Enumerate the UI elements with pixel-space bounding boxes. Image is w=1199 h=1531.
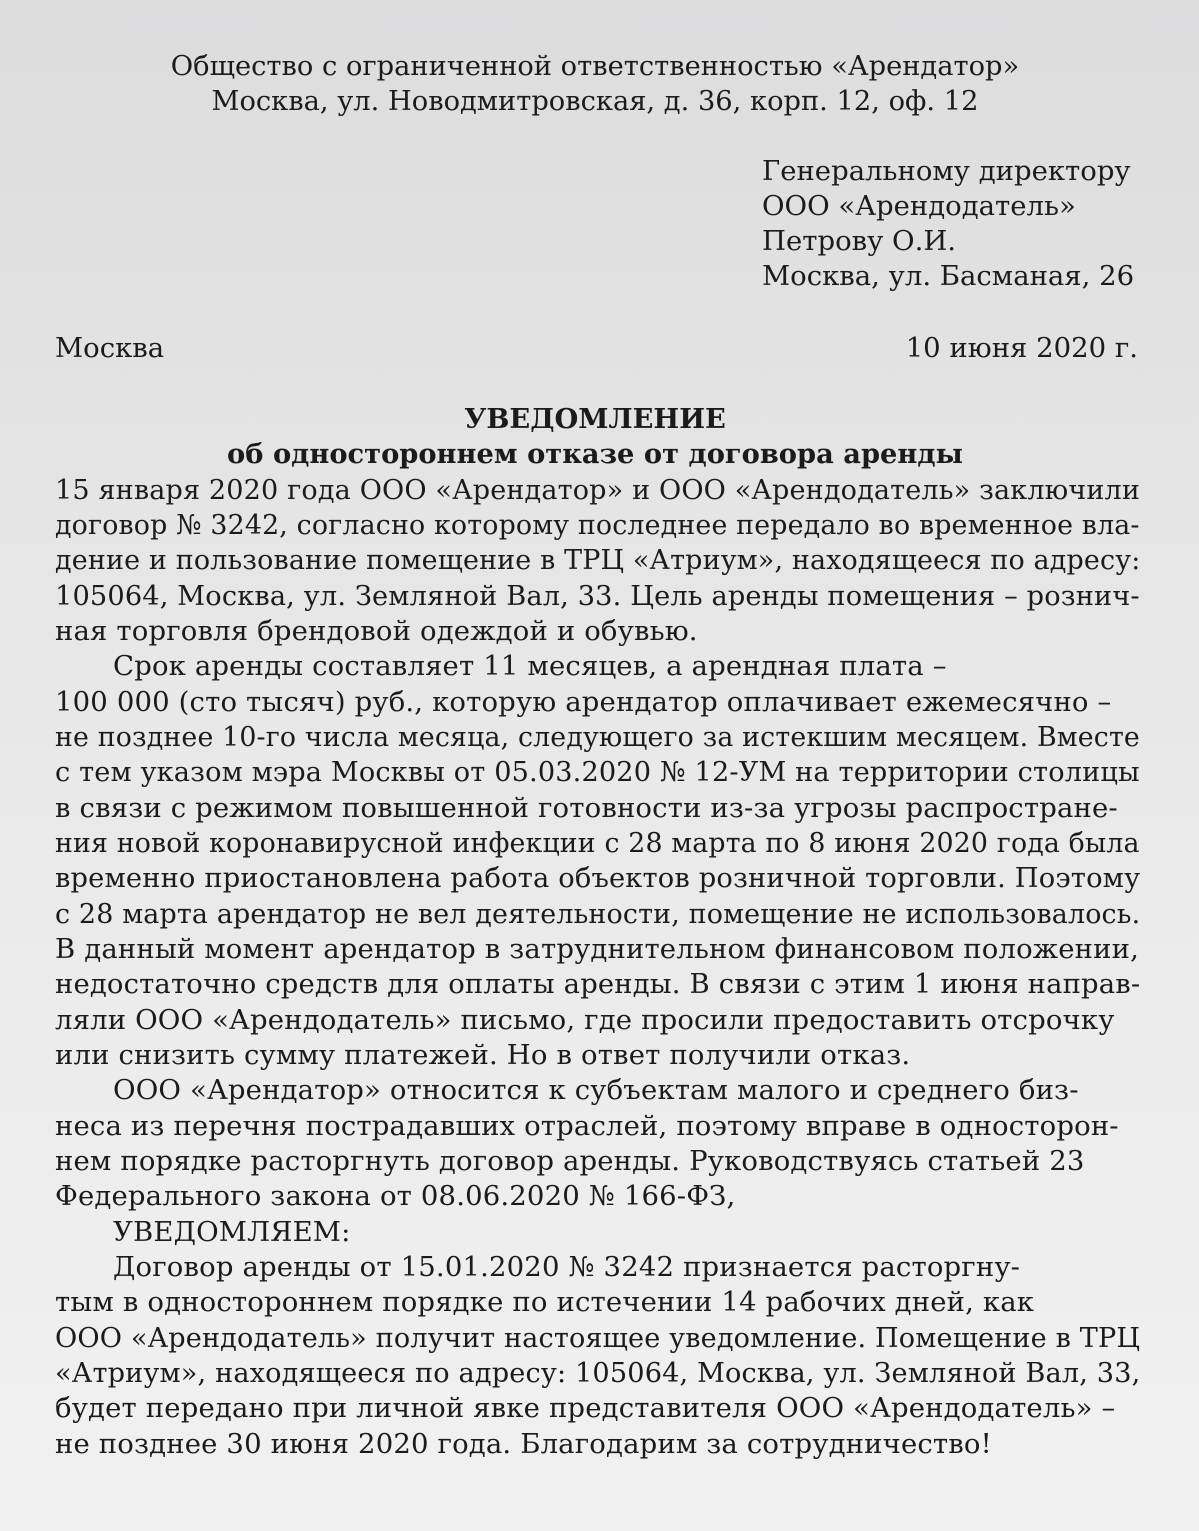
body-line: 15 января 2020 года ООО «Арендатор» и ООО «Арендодатель» заключили [55,474,1141,506]
body-line: дение и пользование помещение в ТРЦ «Атриум», находящееся по адресу: [55,544,1141,576]
body-line: ООО «Арендатор» относится к субъектам малого и среднего биз- [113,1074,1079,1106]
body-line: неса из перечня пострадавших отраслей, поэтому вправе в односторон- [55,1110,1119,1142]
body-line: «Атриум», находящееся по адресу: 105064, Москва, ул. Земляной Вал, 33, [55,1357,1141,1389]
body-line: или снизить сумму платежей. Но в ответ получили отказ. [55,1039,911,1071]
body-line: в связи с режимом повышенной готовности из-за угрозы распростране- [55,792,1118,824]
body-line: временно приостановлена работа объектов розничной торговли. Поэтому [55,862,1141,894]
place: Москва [55,332,165,364]
body-line: с 28 марта арендатор не вел деятельности, помещение не использовалось. [55,898,1141,930]
body-line: ная торговля брендовой одеждой и обувью. [55,615,698,647]
body-line: не позднее 30 июня 2020 года. Благодарим за сотрудничество! [55,1428,992,1460]
body-line: тым в одностороннем порядке по истечении 14 рабочих дней, как [55,1286,1035,1318]
body-line: договор № 3242, согласно которому последнее передало во временное вла- [55,509,1140,541]
body-line: Срок аренды составляет 11 месяцев, а арендная плата – [113,650,947,682]
body-line: 105064, Москва, ул. Земляной Вал, 33. Цель аренды помещения – рознич- [55,580,1140,612]
body-line: В данный момент арендатор в затруднительном финансовом положении, [55,933,1139,965]
body-line: не позднее 10-го числа месяца, следующего за истекшим месяцем. Вместе [55,721,1140,753]
body-line: Договор аренды от 15.01.2020 № 3242 признается расторгну- [113,1251,1021,1283]
body-line: с тем указом мэра Москвы от 05.03.2020 № 12-УМ на территории столицы [55,756,1140,788]
company-address: Москва, ул. Новодмитровская, д. 36, корп. 12, оф. 12 [211,85,979,117]
recipient-line-3: Петрову О.И. [762,225,957,257]
body-line: недостаточно средств для оплаты аренды. В связи с этим 1 июня направ- [55,968,1141,1000]
body-line: ния новой коронавирусной инфекции с 28 марта по 8 июня 2020 года была [55,827,1140,859]
body-line: нем порядке расторгнуть договор аренды. Руководствуясь статьей 23 [55,1145,1085,1177]
body-line: УВЕДОМЛЯЕМ: [113,1216,351,1248]
recipient-line-2: ООО «Арендодатель» [762,190,1076,222]
body-line: ООО «Арендодатель» получит настоящее уведомление. Помещение в ТРЦ [55,1322,1141,1354]
document-subtitle: об одностороннем отказе от договора аренды [227,438,963,470]
body-line: ляли ООО «Арендодатель» письмо, где просили предоставить отсрочку [55,1004,1115,1036]
body-line: Федерального закона от 08.06.2020 № 166-ФЗ, [55,1180,736,1212]
document-title: УВЕДОМЛЕНИЕ [464,403,726,435]
body-line: 100 000 (сто тысяч) руб., которую арендатор оплачивает ежемесячно – [55,686,1112,718]
recipient-line-4: Москва, ул. Басманая, 26 [762,260,1135,292]
company-name: Общество с ограниченной ответственностью «Арендатор» [170,50,1020,82]
body-line: будет передано при личной явке представителя ООО «Арендодатель» – [55,1392,1116,1424]
recipient-line-1: Генеральному директору [762,155,1131,187]
date: 10 июня 2020 г. [905,332,1138,364]
